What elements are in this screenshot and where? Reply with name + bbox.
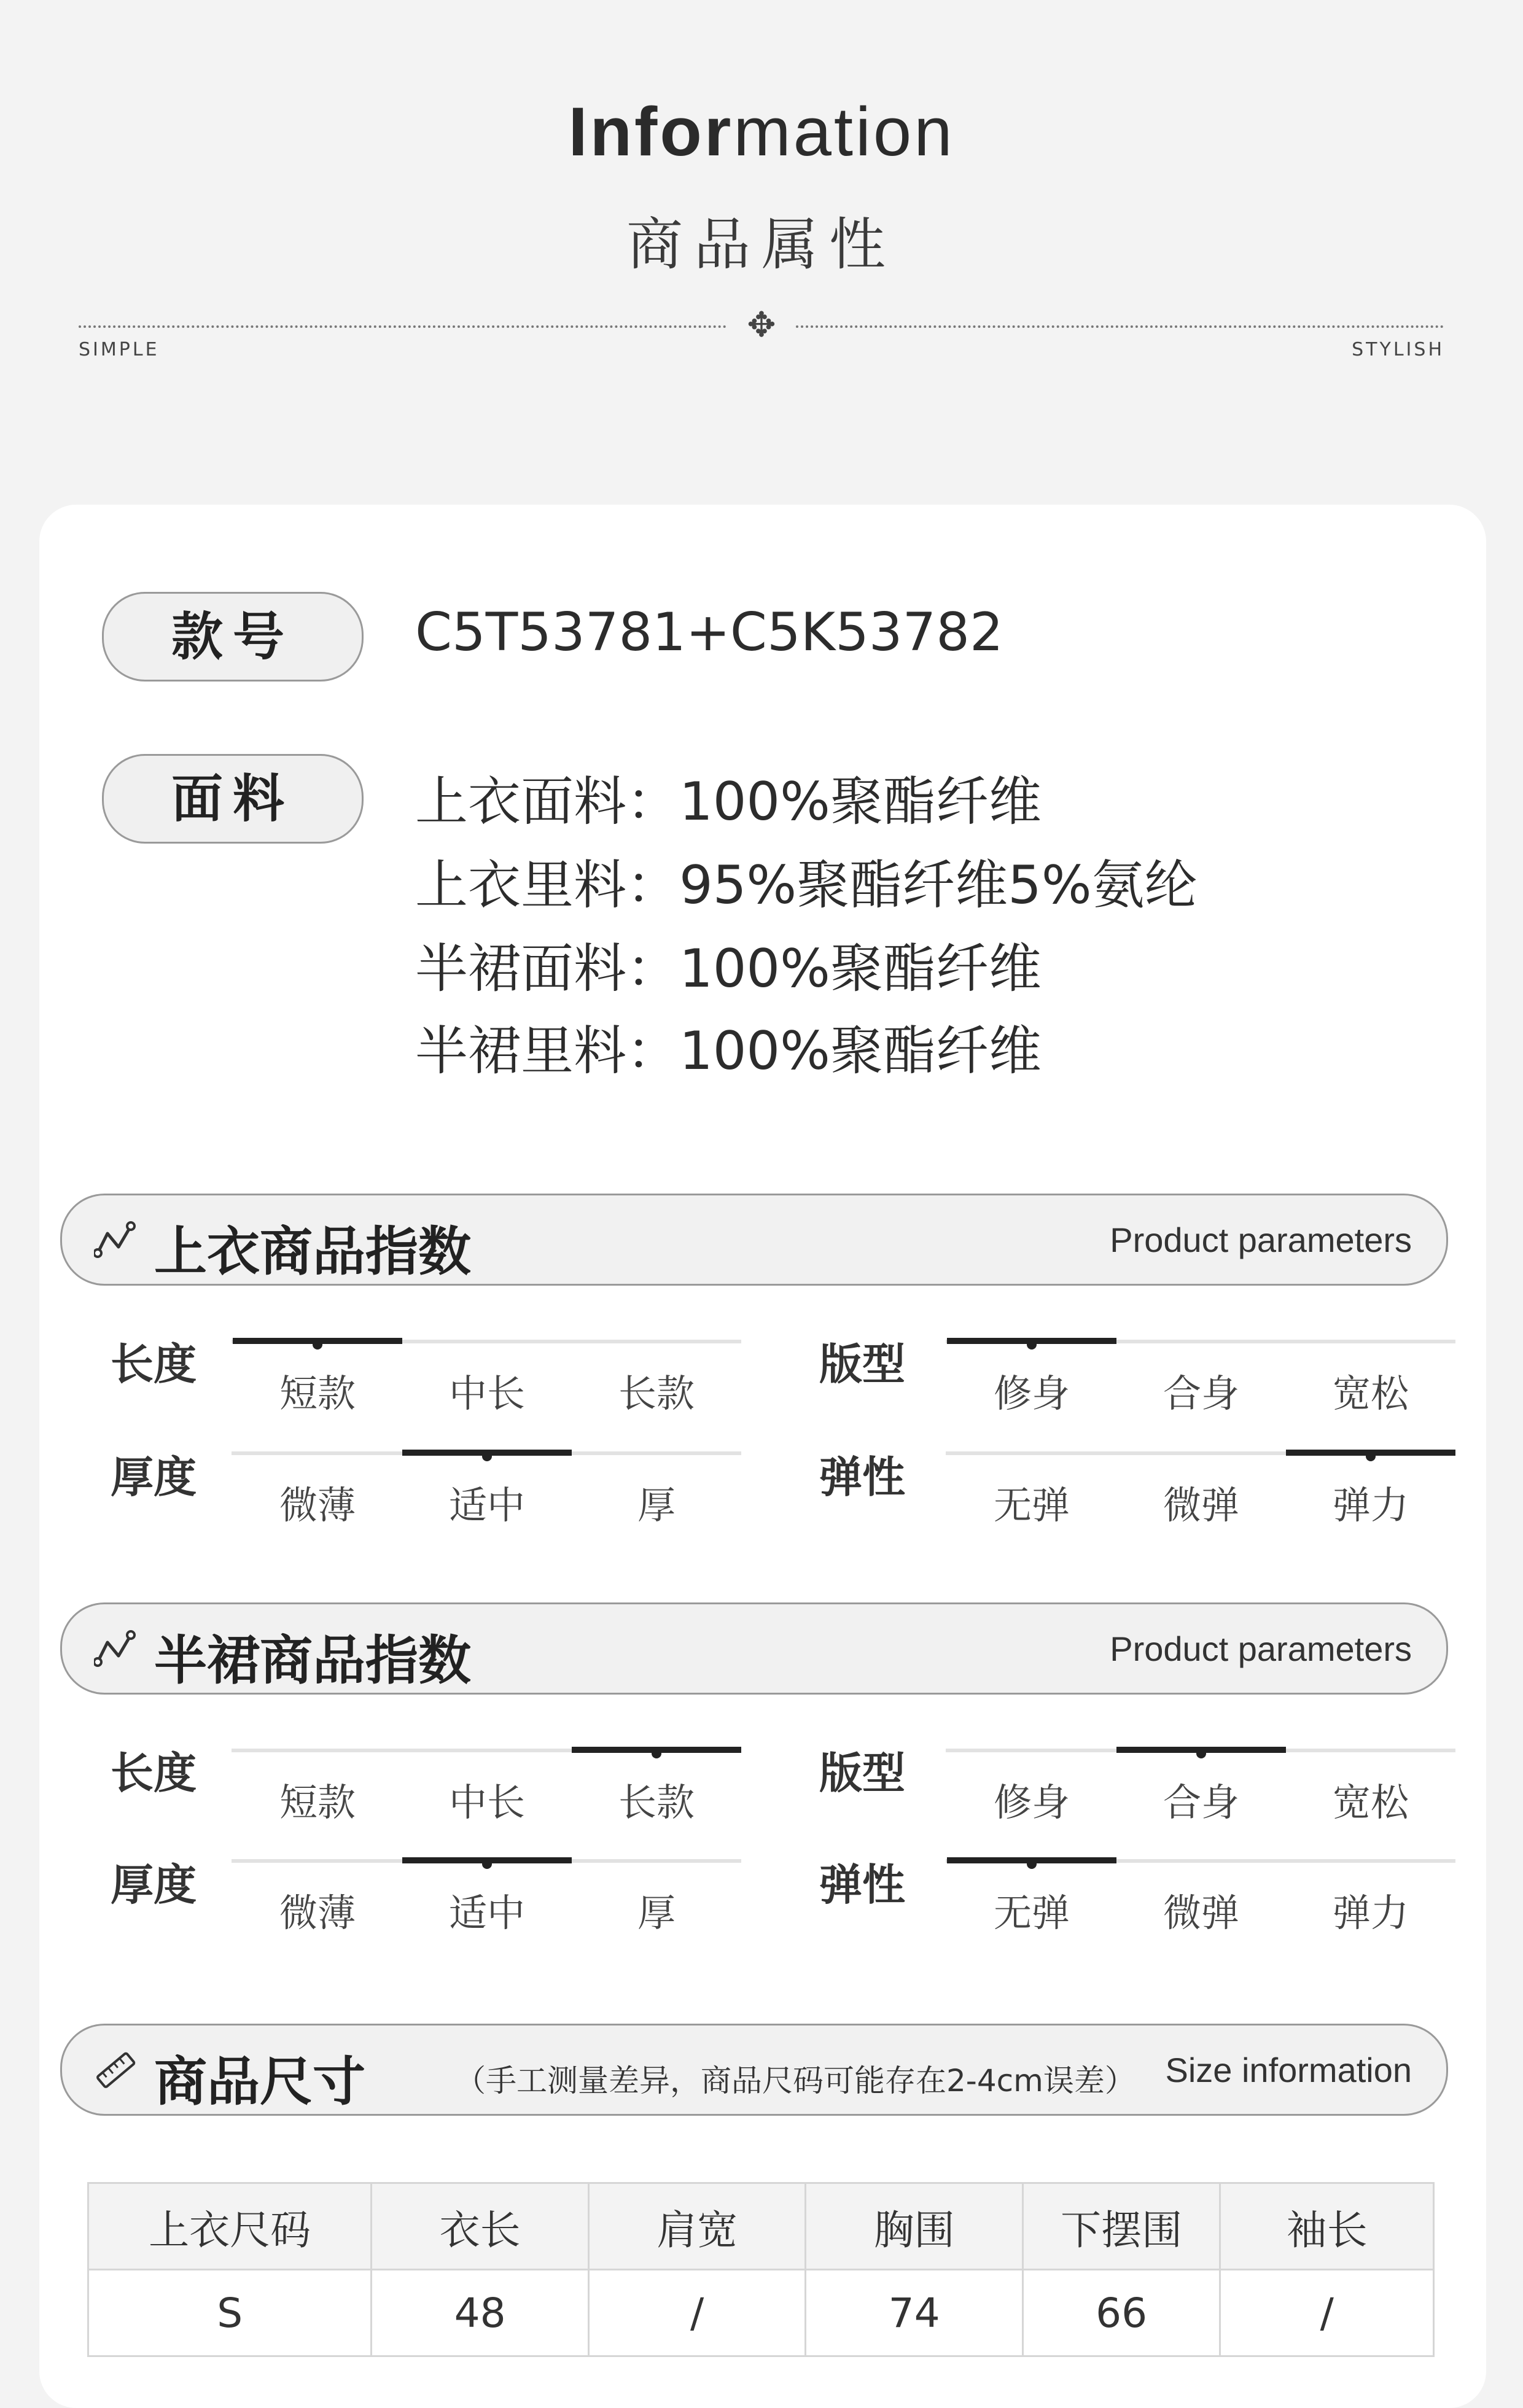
fabric-label: 面料 [102, 754, 364, 844]
scale-option: 微弹 [1163, 1483, 1239, 1528]
section-title: 上衣商品指数 [154, 1221, 471, 1283]
style-no-label: 款号 [102, 592, 364, 682]
param-label: 厚度 [111, 1860, 197, 1910]
divider-right [796, 325, 1444, 328]
param-scale [946, 1334, 1455, 1416]
scale-marker [482, 1454, 492, 1461]
table-cell: 48 [372, 2270, 589, 2356]
section-title: 半裙商品指数 [154, 1630, 471, 1691]
fabric-line: 上衣面料：100%聚酯纤维 [415, 771, 1042, 833]
param-scale [232, 1742, 741, 1825]
scale-option: 长款 [618, 1780, 695, 1825]
scale-option: 短款 [279, 1780, 356, 1825]
param-scale [946, 1742, 1455, 1825]
scale-option: 修身 [993, 1371, 1070, 1416]
param-scale [232, 1334, 741, 1416]
param-label: 弹性 [819, 1860, 905, 1910]
scale-option: 修身 [993, 1780, 1070, 1825]
scale-marker [1366, 1454, 1376, 1461]
scale-option: 适中 [448, 1890, 525, 1935]
table-cell: / [1220, 2270, 1434, 2356]
chart-line-icon [94, 1629, 137, 1668]
param-scale [946, 1853, 1455, 1935]
scale-option: 厚 [637, 1483, 676, 1528]
table-header: 衣长 [372, 2183, 589, 2270]
param-scale [946, 1445, 1455, 1528]
scale-option: 合身 [1163, 1371, 1239, 1416]
scale-marker [652, 1751, 661, 1758]
scale-option: 宽松 [1332, 1371, 1409, 1416]
param-label: 长度 [111, 1339, 197, 1389]
scale-option: 长款 [618, 1371, 695, 1416]
size-note: （手工测量差异，商品尺码可能存在2-4cm误差） [455, 2063, 1135, 2099]
scale-option: 宽松 [1332, 1780, 1409, 1825]
scale-marker [1027, 1342, 1037, 1350]
scale-option: 无弹 [993, 1890, 1070, 1935]
scale-option: 中长 [448, 1780, 525, 1825]
table-cell: 74 [806, 2270, 1023, 2356]
skirt-params-header [60, 1602, 1448, 1695]
table-header-row [88, 2183, 1434, 2270]
fabric-line: 半裙面料：100%聚酯纤维 [415, 938, 1042, 1000]
param-label: 厚度 [111, 1452, 197, 1502]
table-cell: 66 [1022, 2270, 1220, 2356]
simple-tag: SIMPLE [79, 339, 160, 360]
table-header: 肩宽 [588, 2183, 806, 2270]
scale-option: 中长 [448, 1371, 525, 1416]
section-title: 商品尺寸 [154, 2051, 365, 2113]
ruler-icon [94, 2050, 137, 2089]
scale-marker [1196, 1751, 1206, 1758]
param-scale [232, 1853, 741, 1935]
page-title-cn: 商品属性 [626, 212, 897, 278]
section-subtitle: Size information [1165, 2051, 1412, 2089]
scale-option: 合身 [1163, 1780, 1239, 1825]
param-label: 弹性 [819, 1452, 905, 1502]
fabric-line: 半裙里料：100%聚酯纤维 [415, 1020, 1042, 1082]
size-table [87, 2182, 1435, 2357]
style-no-value: C5T53781+C5K53782 [415, 602, 1003, 663]
table-header: 胸围 [806, 2183, 1023, 2270]
scale-option: 弹力 [1332, 1483, 1409, 1528]
scale-option: 无弹 [993, 1483, 1070, 1528]
param-label: 版型 [819, 1339, 905, 1389]
param-label: 长度 [111, 1748, 197, 1798]
scale-option: 微弹 [1163, 1890, 1239, 1935]
scale-option: 适中 [448, 1483, 525, 1528]
table-header: 袖长 [1220, 2183, 1434, 2270]
top-params-header [60, 1194, 1448, 1286]
scale-option: 短款 [279, 1371, 356, 1416]
scale-option: 厚 [637, 1890, 676, 1935]
section-subtitle: Product parameters [1110, 1629, 1412, 1668]
stylish-tag: STYLISH [1352, 339, 1444, 360]
table-header: 下摆围 [1022, 2183, 1220, 2270]
divider-left [79, 325, 726, 328]
section-subtitle: Product parameters [1110, 1221, 1412, 1259]
chart-line-icon [94, 1220, 137, 1259]
scale-option: 微薄 [279, 1890, 356, 1935]
table-row [88, 2270, 1434, 2356]
table-cell: / [588, 2270, 806, 2356]
scale-marker [482, 1862, 492, 1869]
table-header: 上衣尺码 [88, 2183, 372, 2270]
param-label: 版型 [819, 1748, 905, 1798]
scale-option: 微薄 [279, 1483, 356, 1528]
crosshair-icon: ✥ [747, 305, 776, 345]
scale-marker [1027, 1862, 1037, 1869]
param-scale [232, 1445, 741, 1528]
scale-option: 弹力 [1332, 1890, 1409, 1935]
fabric-line: 上衣里料：95%聚酯纤维5%氨纶 [415, 855, 1198, 916]
page-title-en: Information [568, 93, 955, 170]
scale-marker [313, 1342, 322, 1350]
size-info-header [60, 2024, 1448, 2116]
table-cell: S [88, 2270, 372, 2356]
